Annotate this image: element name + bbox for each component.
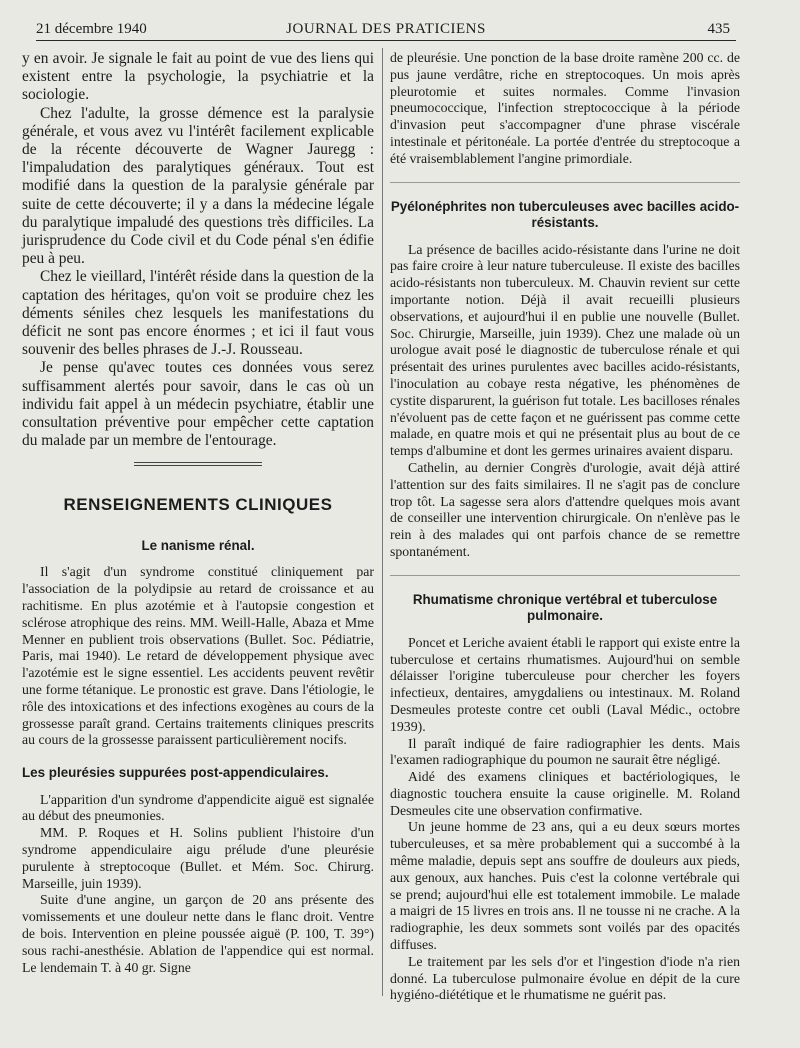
article-title-pleuresies: Les pleurésies suppurées post-appendiculaires.	[22, 765, 329, 781]
paragraph: Je pense qu'avec toutes ces données vous serez suffisamment alertés pour savoir, dans le cas où un individu fait appel à un médecin psychiatre, établir une consultation préventive pour empêcher cette captation du malade par un membre de l'entourage.	[22, 359, 374, 450]
paragraph: Le traitement par les sels d'or et l'ingestion d'iode n'a rien donné. La tuberculose pulmonaire évolue en dépit de la cure hygiéno-diététique et le rhumatisme ne guérit pas.	[390, 953, 740, 1003]
paragraph: Chez le vieillard, l'intérêt réside dans la question de la captation des héritages, qu'on voit se produire chez les déments séniles chez lesquels les manifestations du déficit ne sont pas encore énormes ; et ici il faut vous souvenir des belles phrases de J.-J. Rousseau.	[22, 268, 374, 359]
header-page-number: 435	[707, 21, 730, 37]
paragraph: Il paraît indiqué de faire radiographier les dents. Mais l'examen radiographique du poumon ne saurait être négligé.	[390, 735, 740, 768]
article-title-nanisme: Le nanisme rénal.	[141, 537, 255, 553]
paragraph: Il s'agit d'un syndrome constitué cliniquement par l'association de la polydipsie au retard de croissance et au rachitisme. En plus azotémie et à l'autopsie congestion et sclérose atrophique des reins. MM. Weill-Halle, Abaza et Mme Menner en publient trois observations (Bullet. Soc. Pédiatrie, Paris, mai 1940). Le retard de développement physique avec l'azotémie est le signe essentiel. Les accidents peuvent revêtir une forme tétanique. Le pronostic est grave. Dans l'étiologie, le rôle des intoxications et des infections exogènes au cours de la grossesse paraît grand. Certains traitements cliniques prescrits au cours de la grossesse paraissent particulièrement nocifs.	[22, 564, 374, 748]
paragraph: Cathelin, au dernier Congrès d'urologie, avait déjà attiré l'attention sur des faits similaires. Il ne s'agit pas de conclure trop tôt. La sagesse sera alors d'attendre quelques mois avant de conseiller une intervention chirurgicale. On n'enlève pas le rein à des malades qui ont parfois chance de se remettre spontanément.	[390, 459, 740, 559]
paragraph: La présence de bacilles acido-résistante dans l'urine ne doit pas faire croire à leur nature tuberculeuse. Il existe des bacilles acido-résistants non tuberculeux. M. Chauvin revient sur cette importante notion. Déjà il avait recueilli plusieurs observations, et aujourd'hui il en publie une nouvelle (Bullet. Soc. Chirurgie, Marseille, juin 1939). Chez une malade où un urologue avait posé le diagnostic de tuberculose rénale et qui présentait des urines purulentes avec bacilles acido-résistants, l'inoculation au cobaye resta négative, les phénomènes de cystite disparurent, la guérison fut totale. Les bacilloses rénales n'évoluent pas de cette façon et ne guérissent pas comme cette malade, en quatre mois et qui ne présentait plus au bout de ce temps d'albumine et dont les germes urinaires avaient disparu.	[390, 241, 740, 459]
header-date: 21 décembre 1940	[36, 21, 147, 37]
paragraph: de pleurésie. Une ponction de la base droite ramène 200 cc. de pus jaune verdâtre, riche en streptocoques. Un mois après pleurotomie et suites normales. Comme l'invasion pneumococcique, l'infection streptococcique à la période d'invasion peut s'accompagner d'une phrase viscérale intestinale et péritonéale. La portée d'entrée du streptocoque a été vraisemblablement l'angine primordiale.	[390, 50, 740, 166]
paragraph: Suite d'une angine, un garçon de 20 ans présente des vomissements et une douleur nette dans le flanc droit. Ventre de bois. Intervention en pleine poussée aiguë (P. 100, T. 39°) sous rachi-anesthésie. Ablation de l'appendice qui est normal. Le lendemain T. à 40 gr. Signe	[22, 892, 374, 975]
paragraph: Poncet et Leriche avaient établi le rapport qui existe entre la tuberculose et certains rhumatismes. Aujourd'hui on semble délaisser l'origine tuberculeuse pour chercher les foyers infectieux, dentaires, amygdaliens ou intestinaux. M. Roland Desmeules proteste contre cet oubli (Laval Médic., octobre 1939).	[390, 634, 740, 734]
paragraph: L'apparition d'un syndrome d'appendicite aiguë est signalée au début des pneumonies.	[22, 791, 374, 824]
paragraph: MM. P. Roques et H. Solins publient l'histoire d'un syndrome appendiculaire aigu prélude d'une pleurésie purulente à streptocoque (Bullet. et Mém. Soc. Chirurg. Marseille, juin 1939).	[22, 825, 374, 891]
section-title: RENSEIGNEMENTS CLINIQUES	[63, 495, 333, 515]
section-separator	[134, 462, 262, 466]
article-rule	[390, 182, 740, 183]
right-column	[390, 50, 740, 1008]
article-title-rhumatisme: Rhumatisme chronique vertébral et tuberculose pulmonaire.	[412, 591, 718, 624]
left-column	[22, 50, 374, 1008]
paragraph: Aidé des examens cliniques et bactériologiques, le diagnostic touchera ensuite la cause originelle. M. Roland Desmeules cite une observation confirmative.	[390, 769, 740, 818]
page-header	[36, 18, 736, 41]
article-title-pyelonephrites: Pyélonéphrites non tuberculeuses avec bacilles acido-résistants.	[390, 198, 740, 231]
article-rule	[390, 575, 740, 576]
paragraph: y en avoir. Je signale le fait au point de vue des liens qui existent entre la psychologie, la psychiatrie et la sociologie.	[22, 50, 374, 104]
column-divider	[382, 48, 383, 996]
paragraph: Un jeune homme de 23 ans, qui a eu deux sœurs mortes tuberculeuses, et sa mère probablement qui a succombé à la même maladie, depuis sept ans souffre de douleurs aux pieds, aux genoux, aux hanches. Puis c'est la colonne vertébrale qui se prend; aujourd'hui elle est totalement immobile. Le malade a maigri de 15 livres en trois ans. Il ne tousse ni ne crache. A la radiographie, les deux sommets sont voilés par des opacités diffuses.	[390, 819, 740, 953]
header-journal-title: JOURNAL DES PRATICIENS	[286, 21, 486, 37]
paragraph: Chez l'adulte, la grosse démence est la paralysie générale, et vous avez vu l'intérêt facilement explicable de la récente découverte de Wagner Jauregg : l'impaludation des paralytiques généraux. Tout est modifié dans la question de la paralysie générale par suite de cette découverte; il y a dans la médecine légale du paralytique impaludé des questions très difficiles. La jurisprudence du Code civil et du Code pénal s'en édifie peu à peu.	[22, 104, 374, 268]
